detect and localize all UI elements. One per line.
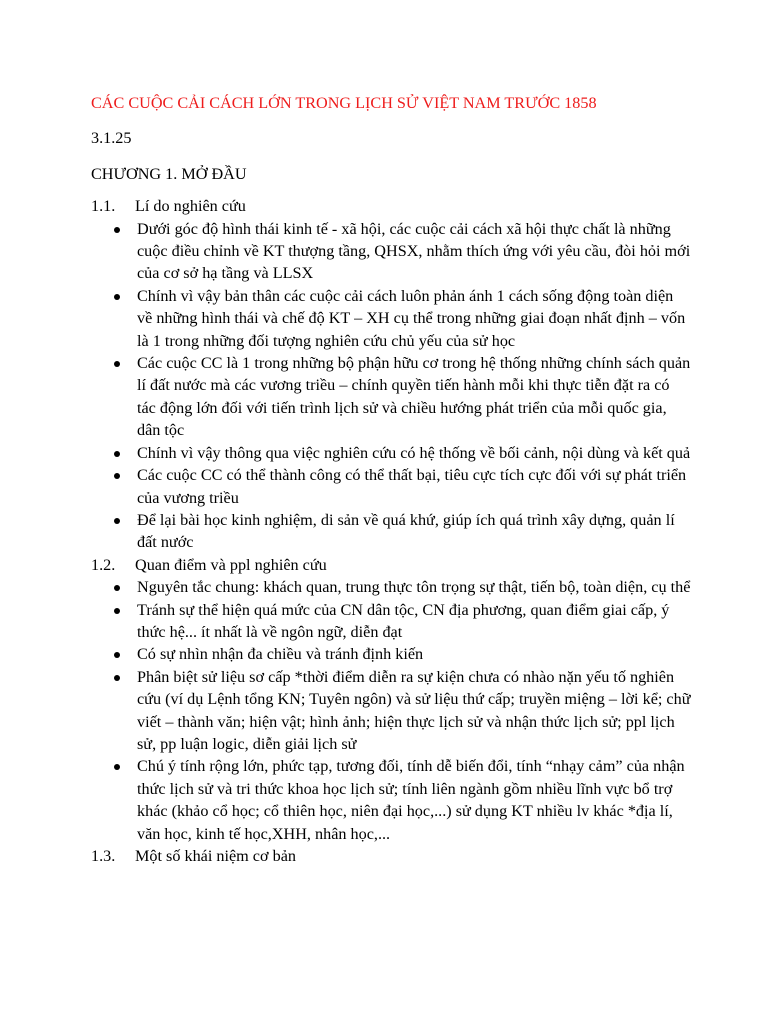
section-heading-text: Quan điểm và ppl nghiên cứu (135, 555, 327, 574)
bullet-dot-icon (114, 585, 120, 591)
bullet-item (137, 666, 691, 756)
bullet-dot-icon (114, 652, 120, 658)
bullet-dot-icon (114, 473, 120, 479)
document-page (91, 92, 691, 867)
section (91, 554, 691, 845)
sections-container (91, 195, 691, 867)
bullet-dot-icon (114, 294, 120, 300)
section-heading (91, 554, 691, 576)
bullet-item (137, 464, 691, 509)
bullet-item (137, 352, 691, 442)
document-title: CÁC CUỘC CẢI CÁCH LỚN TRONG LỊCH SỬ VIỆT NAM TRƯỚC 1858 (91, 94, 597, 112)
section (91, 845, 691, 867)
bullet-item (137, 643, 691, 665)
bullet-item (137, 509, 691, 554)
bullet-text: Dưới góc độ hình thái kinh tế - xã hội, các cuộc cải cách xã hội thực chất là những cuộc điều chỉnh về KT thượng tầng, QHSX, nhằm thích ứng với yêu cầu, đòi hỏi mới của cơ sở hạ tầng và LLSX (137, 219, 691, 283)
bullet-dot-icon (114, 518, 120, 524)
bullet-item (137, 442, 691, 464)
section (91, 195, 691, 554)
bullet-text: Để lại bài học kinh nghiệm, di sản về quá khứ, giúp ích quá trình xây dựng, quản lí đất nước (137, 510, 675, 552)
bullet-text: Các cuộc CC có thể thành công có thể thất bại, tiêu cực tích cực đối với sự phát triển của vương triều (137, 466, 687, 507)
bullet-dot-icon (114, 451, 120, 457)
bullet-dot-icon (114, 361, 120, 367)
bullet-item (137, 285, 691, 352)
section-heading-text: Lí do nghiên cứu (135, 197, 246, 216)
bullet-text: Chú ý tính rộng lớn, phức tạp, tương đối, tính dễ biến đổi, tính “nhạy cảm” của nhận thức lịch sử và tri thức khoa học lịch sử; tính liên ngành gồm nhiều lĩnh vực bổ trợ khác (khảo cổ học; cổ thiên học, niên đại học,...) sử dụng KT nhiều lv khác *địa lí, văn học, kinh tế học,XHH, nhân học,... (137, 757, 685, 843)
bullet-item (137, 599, 691, 644)
bullet-item (137, 755, 691, 845)
section-number: 1.2. (91, 555, 116, 574)
bullet-dot-icon (114, 608, 120, 614)
section-heading (91, 195, 691, 217)
bullet-dot-icon (114, 675, 120, 681)
bullet-text: Nguyên tắc chung: khách quan, trung thực tôn trọng sự thật, tiến bộ, toàn diện, cụ thể (137, 578, 691, 597)
document-date: 3.1.25 (91, 129, 132, 148)
bullet-text: Chính vì vậy bản thân các cuộc cải cách luôn phản ánh 1 cách sống động toàn diện về những hình thái và chế độ KT – XH cụ thể trong những giai đoạn nhất định – vốn là 1 trong những đối tượng nghiên cứu chủ yếu của sử học (137, 286, 686, 350)
bullet-text: Các cuộc CC là 1 trong những bộ phận hữu cơ trong hệ thống những chính sách quản lí đất nước mà các vương triều – chính quyền tiến hành mỗi khi thực tiễn đặt ra có tác động lớn đối với tiến trình lịch sử và chiều hướng phát triển của mỗi quốc gia, dân tộc (137, 354, 691, 440)
chapter-heading: CHƯƠNG 1. MỞ ĐẦU (91, 164, 247, 183)
section-number: 1.1. (91, 197, 116, 216)
bullet-list (91, 576, 691, 845)
section-heading-text: Một số khái niệm cơ bản (135, 847, 296, 865)
section-heading (91, 845, 691, 867)
bullet-list (91, 218, 691, 554)
bullet-dot-icon (114, 227, 120, 233)
bullet-item (137, 576, 691, 598)
bullet-text: Phân biệt sử liệu sơ cấp *thời điểm diễn ra sự kiện chưa có nhào nặn yếu tố nghiên cứu (ví dụ Lệnh tổng KN; Tuyên ngôn) và sử liệu thứ cấp; truyền miệng – lời kể; chữ viết – thành văn; hiện vật; hình ảnh; hiện thực lịch sử và nhận thức lịch sử; ppl lịch sử, pp luận logic, diễn giải lịch sử (137, 667, 691, 753)
section-number: 1.3. (91, 847, 116, 865)
bullet-dot-icon (114, 764, 120, 770)
bullet-text: Chính vì vậy thông qua việc nghiên cứu có hệ thống về bối cảnh, nội dùng và kết quả (137, 443, 691, 462)
bullet-item (137, 218, 691, 285)
bullet-text: Có sự nhìn nhận đa chiều và tránh định kiến (137, 645, 424, 664)
bullet-text: Tránh sự thể hiện quá mức của CN dân tộc, CN địa phương, quan điểm giai cấp, ý thức hệ... ít nhất là về ngôn ngữ, diễn đạt (137, 600, 670, 641)
